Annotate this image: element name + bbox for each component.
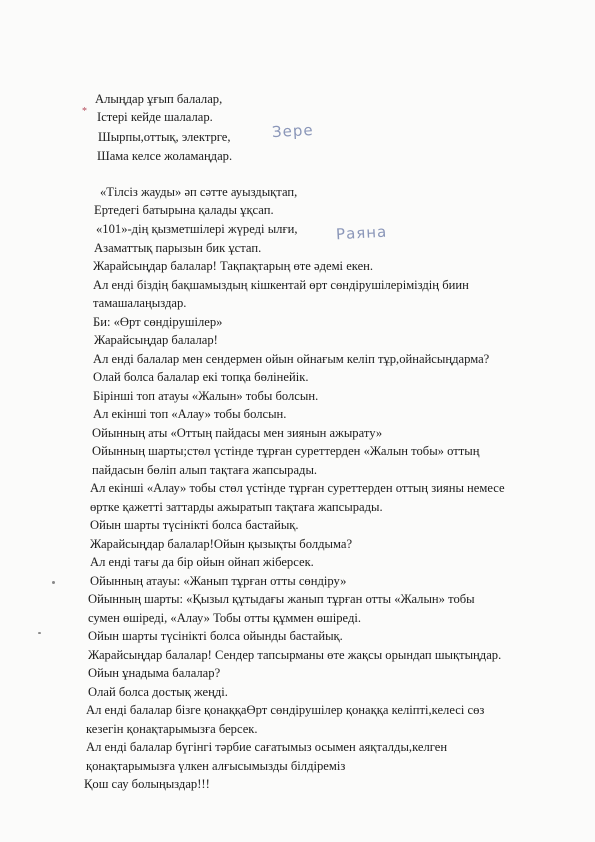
text-line: Ал енді тағы да бір ойын ойнап жіберсек. <box>90 555 314 569</box>
ink-mark: * <box>82 106 87 117</box>
text-line: Ойынның шарты;стөл үстінде тұрған суреттерден «Жалын тобы» оттың <box>92 444 480 458</box>
text-line: пайдасын бөліп алып тақтаға жапсырады. <box>92 463 318 477</box>
text-line: Жарайсыңдар балалар!Ойын қызықты болдыма? <box>90 537 353 551</box>
text-line: қонақтарымызға үлкен алғысымызды білдіреміз <box>86 759 346 773</box>
text-line: Шырпы,оттық, электрге, <box>98 130 231 144</box>
text-line: Ал енді біздің бақшамыздың кішкентай өрт сөндірушілеріміздің биин <box>93 278 469 292</box>
text-line: тамашалаңыздар. <box>93 296 187 310</box>
text-line: Ал енді балалар бүгінгі тәрбие сағатымыз осымен аяқталды,келген <box>86 740 448 754</box>
text-line: Ал енді балалар мен сендермен ойын ойнағым келіп тұр,ойнайсыңдарма? <box>93 352 490 366</box>
text-line: Ойын шарты түсінікті болса бастайық. <box>90 518 299 532</box>
text-line: Би: «Өрт сөндірушілер» <box>93 315 223 329</box>
text-line: Ойын ұнадыма балалар? <box>88 666 221 680</box>
handwritten-name-1: Зере <box>271 120 315 142</box>
text-line: сумен өшіреді, «Алау» Тобы отты құммен өшіреді. <box>88 611 362 625</box>
text-line: «101»-дің қызметшілері жүреді ылғи, <box>96 222 298 236</box>
text-line: Жарайсыңдар балалар! Тақпақтарың өте әдемі екен. <box>93 259 374 273</box>
text-line: Ертедегі батырына қалады ұқсап. <box>94 203 274 217</box>
text-line: Ойынның аты «Оттың пайдасы мен зиянын ажырату» <box>92 426 383 440</box>
text-line: Ойынның атауы: «Жанып тұрған отты сөндіру» <box>90 574 347 588</box>
text-line: Ойын шарты түсінікті болса ойынды бастайық. <box>88 629 343 643</box>
text-line: Ал енді балалар бізге қонаққаӨрт сөндірушілер қонаққа келіпті,келесі сөз <box>86 703 485 717</box>
text-line: Ойынның шарты: «Қызыл құтыдағы жанып тұрған отты «Жалын» тобы <box>88 592 475 606</box>
handwritten-name-2: Раяна <box>335 222 388 244</box>
text-line: Шама келсе жоламаңдар. <box>97 149 233 163</box>
text-line: Олай болса балалар екі топқа бөлінейік. <box>93 370 309 384</box>
text-line: Жарайсыңдар балалар! <box>94 333 218 347</box>
text-line: Істері кейде шалалар. <box>97 110 213 124</box>
text-line: Қош сау болыңыздар!!! <box>84 777 210 791</box>
text-line: Алыңдар ұғып балалар, <box>95 92 223 106</box>
text-line: Ал екінші топ «Алау» тобы болсын. <box>93 407 287 421</box>
text-line: Жарайсыңдар балалар! Сендер тапсырманы өте жақсы орындап шықтыңдар. <box>88 648 502 662</box>
text-line: «Тілсіз жауды» әп сәтте ауыздықтап, <box>100 185 298 199</box>
scan-speck <box>52 581 55 584</box>
text-line: Азаматтық парызын бик ұстап. <box>94 241 262 255</box>
text-line: Олай болса достық жеңді. <box>88 685 228 699</box>
text-line: Бірінші топ атауы «Жалын» тобы болсын. <box>93 389 319 403</box>
scan-speck <box>38 632 41 634</box>
text-line: кезегін қонақтарымызға берсек. <box>86 722 258 736</box>
text-line: өртке қажетті заттарды ажыратып тақтаға жапсырады. <box>90 500 383 514</box>
text-line: Ал екінші «Алау» тобы стөл үстінде тұрған суреттерден оттың зияны немесе <box>90 481 505 495</box>
